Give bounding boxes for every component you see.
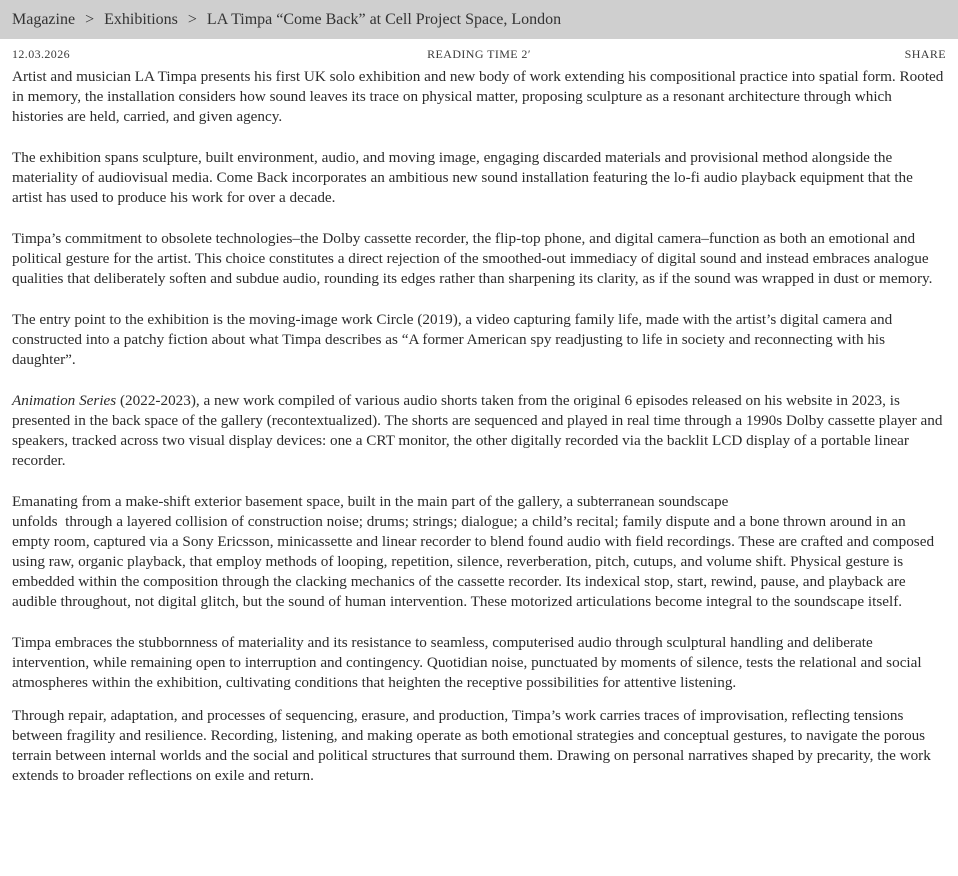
paragraph-7: Timpa embraces the stubbornness of materiality and its resistance to seamless, computerised audio through sculptural handling and deliberate intervention, while remaining open to interruption and contingency. Quotidian noise, punctuated by moments of silence, tests the relational and social atmospheres within the exhibition, cultivating conditions that heighten the receptive possibilities for attentive listening.	[12, 634, 922, 691]
paragraph-5	[12, 391, 946, 471]
publish-date: 12.03.2026	[12, 47, 70, 61]
paragraph-4: The entry point to the exhibition is the moving-image work Circle (2019), a video capturing family life, made with the artist’s digital camera and constructed into a patchy fiction about what Timpa describes as “A former American spy readjusting to life in society and reconnecting with his daughter”.	[12, 311, 893, 368]
breadcrumb-item-magazine[interactable]: Magazine	[12, 10, 76, 28]
paragraph-8: Through repair, adaptation, and processes of sequencing, erasure, and production, Timpa’s work carries traces of improvisation, reflecting tensions between fragility and resilience. Recording, listening, and making operate as both emotional strategies and conceptual gestures, to navigate the porous terrain between internal worlds and the social and political structures that surround them. Drawing on personal narratives shaped by precarity, the work extends to broader reflections on exile and return.	[12, 707, 931, 784]
reading-time: READING TIME 2′	[427, 47, 531, 61]
share-button[interactable]: SHARE	[904, 47, 946, 61]
breadcrumb	[0, 0, 958, 39]
article-meta	[12, 39, 946, 63]
paragraph-3: Timpa’s commitment to obsolete technologies–the Dolby cassette recorder, the flip-top phone, and digital camera–function as both an emotional and political gesture for the artist. This choice constitutes a direct rejection of the smoothed-out immediacy of digital sound and instead embraces analogue qualities that deliberately soften and subdue audio, rounding its edges rather than sharpening its clarity, as if the sound was wrapped in dust or memory.	[12, 230, 933, 287]
work-title-italic: Animation Series	[12, 392, 117, 409]
breadcrumb-separator: >	[85, 10, 95, 28]
paragraph-2: The exhibition spans sculpture, built environment, audio, and moving image, engaging discarded materials and provisional method alongside the materiality of audiovisual media. Come Back incorporates an ambitious new sound installation featuring the lo-fi audio playback equipment that the artist has used to produce his work for over a decade.	[12, 149, 913, 206]
paragraph-6-text: unfolds through a layered collision of construction noise; drums; strings; dialogue; a child’s recital; family dispute and a bone thrown around in an empty room, captured via a Sony Ericsson, minicassette and linear recorder to blend found audio with field recordings. These are crafted and composed using raw, organic playback, that employ methods of looping, repetition, silence, reverberation, pitch, cutups, and volume shift. Physical gesture is embedded within the composition through the clacking mechanics of the cassette recorder. Its indexical stop, start, rewind, pause, and playback are audible throughout, not digital glitch, but the sound of human intervention. These motorized articulations become integral to the soundscape itself.	[12, 513, 935, 610]
paragraph-1: Artist and musician LA Timpa presents his first UK solo exhibition and new body of work extending his compositional practice into spatial form. Rooted in memory, the installation considers how sound leaves its trace on physical matter, proposing sculpture as a resonant architecture through which histories are held, carried, and given agency.	[12, 68, 944, 125]
paragraph-5-text: (2022-2023), a new work compiled of various audio shorts taken from the original 6 episodes released on his website in 2023, is presented in the back space of the gallery (recontextualized). The shorts are sequenced and played in real time through a 1990s Dolby cassette player and speakers, tracked across two visual display devices: one a CRT monitor, the other digitally recorded via the backlit LCD display of a portable linear recorder.	[12, 392, 943, 469]
breadcrumb-item-current: LA Timpa “Come Back” at Cell Project Space, London	[206, 10, 562, 28]
paragraph-6-first-line: Emanating from a make-shift exterior basement space, built in the main part of the gallery, a subterranean soundscape	[12, 493, 729, 510]
article-body	[12, 67, 946, 786]
breadcrumb-separator: >	[187, 10, 197, 28]
breadcrumb-item-exhibitions[interactable]: Exhibitions	[104, 10, 178, 28]
paragraph-6	[12, 492, 946, 612]
